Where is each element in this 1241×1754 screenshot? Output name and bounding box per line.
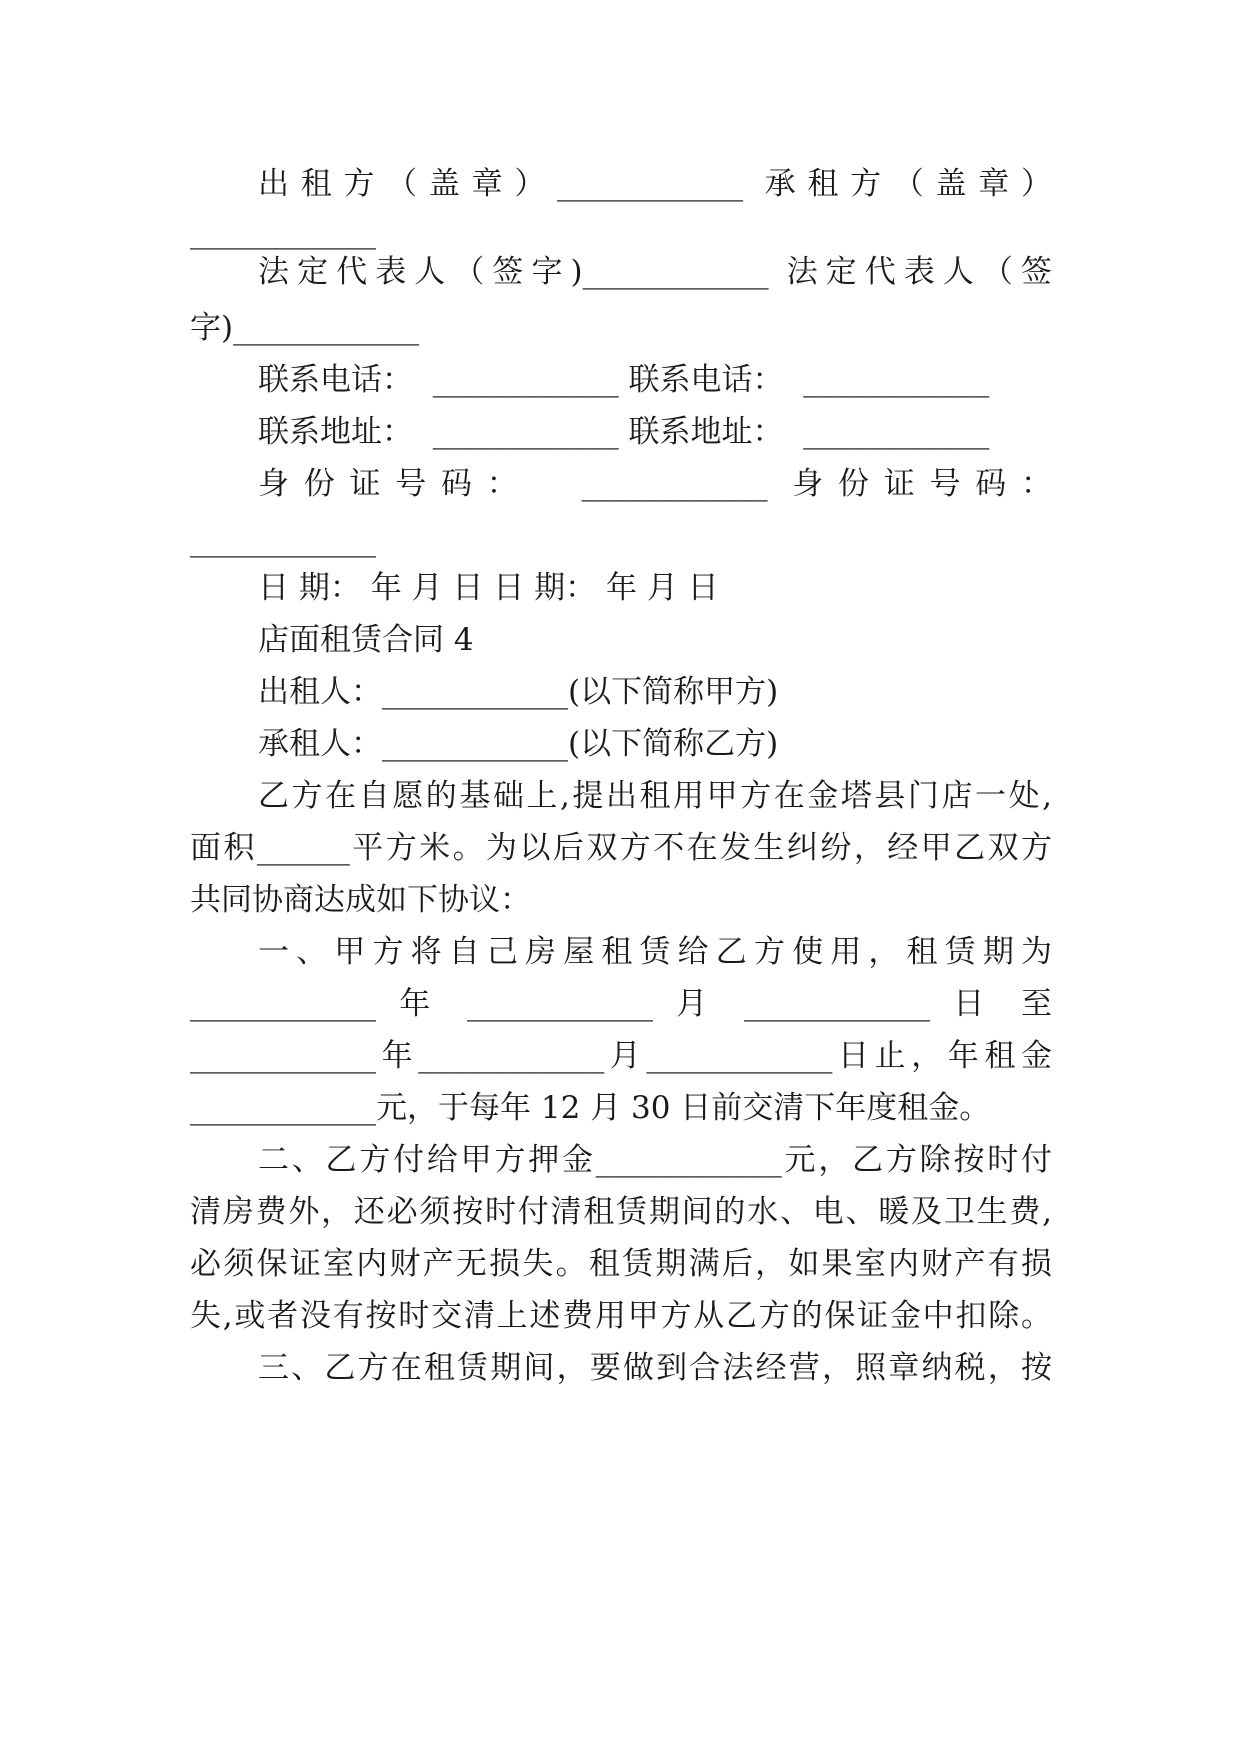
paragraph-intro-1: 乙方在自愿的基础上,提出租用甲方在金塔县门店一处,: [258, 778, 1052, 814]
date-line: 日 期： 年 月 日 日 期： 年 月 日: [258, 570, 719, 606]
clause-2-line-1: 二、乙方付给甲方押金____________元，乙方除按时付: [258, 1142, 1052, 1178]
paragraph-intro-2: 面积______平方米。为以后双方不在发生纠纷，经甲乙双方: [190, 830, 1052, 866]
id-number-blank: ____________: [190, 522, 376, 558]
clause-1-line-4: ____________元，于每年 12 月 30 日前交清下年度租金。: [190, 1090, 991, 1126]
lessor-line: 出租人：____________(以下简称甲方): [258, 674, 779, 710]
contact-phone-line: 联系电话： ____________ 联系电话： ____________: [258, 362, 990, 398]
paragraph-intro-3: 共同协商达成如下协议：: [190, 882, 531, 918]
id-number-line: 身份证号码： ____________ 身份证号码：: [258, 466, 1052, 502]
legal-representative-line: 法定代表人（签字)____________ 法定代表人（签: [258, 254, 1052, 290]
clause-2-line-2: 清房费外，还必须按时付清租赁期间的水、电、暖及卫生费,: [190, 1194, 1052, 1230]
contact-address-line: 联系地址： ____________ 联系地址： ____________: [258, 414, 990, 450]
clause-1-line-3: ____________年____________月____________日止，年租金: [190, 1038, 1052, 1074]
clause-2-line-4: 失,或者没有按时交清上述费用甲方从乙方的保证金中扣除。: [190, 1298, 1052, 1334]
contract-title: 店面租赁合同 4: [258, 622, 474, 658]
clause-2-line-3: 必须保证室内财产无损失。租赁期满后，如果室内财产有损: [190, 1246, 1052, 1282]
signature-seal-line: 出租方（盖章）____________ 承租方（盖章）: [258, 166, 1052, 202]
signature-seal-blank: ____________: [190, 214, 376, 250]
legal-representative-line-cont: 字)____________: [190, 310, 420, 346]
clause-1-line-1: 一、甲方将自己房屋租赁给乙方使用，租赁期为: [258, 934, 1052, 970]
clause-3-line-1: 三、乙方在租赁期间，要做到合法经营，照章纳税，按: [258, 1350, 1052, 1386]
lessee-line: 承租人：____________(以下简称乙方): [258, 726, 779, 762]
clause-1-line-2: ____________ 年 ____________ 月 ____________ 日 至: [190, 986, 1052, 1022]
